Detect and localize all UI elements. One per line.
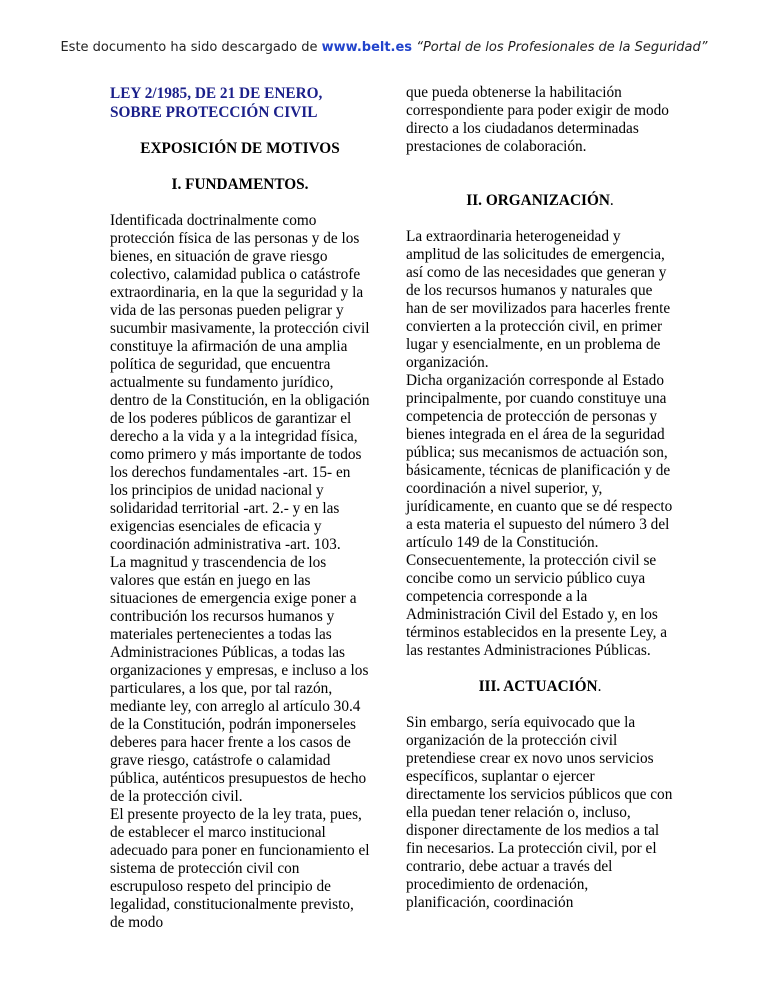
site-link[interactable]: www.belt.es xyxy=(321,40,413,55)
section-3-heading xyxy=(406,678,674,696)
section-3-heading-dot: . xyxy=(597,678,602,695)
section-1-heading: I. FUNDAMENTOS. xyxy=(171,176,309,193)
paragraph: El presente proyecto de la ley trata, pues, de establecer el marco institucional adecuado para poner en funcionamiento el sistema de protección civil con escrupuloso respeto del principio de legalidad, constitucionalmente previsto, de modo xyxy=(110,806,370,931)
paragraph: que pueda obtenerse la habilitación correspondiente para poder exigir de modo directo a los ciudadanos determinadas prestaciones de colaboración. xyxy=(406,84,669,155)
paragraph: La magnitud y trascendencia de los valores que están en juego en las situaciones de emergencia exige poner a contribución los recursos humanos y materiales pertenecientes a todas las Administraciones Públicas, a todas las organizaciones y empresas, e incluso a los particulares, a los que, por tal razón, mediante ley, con arreglo al artículo 30.4 de la Constitución, podrán imponerseles deberes para hacer frente a los casos de grave riesgo, catástrofe o calamidad pública, auténticos presupuestos de hecho de la protección civil. xyxy=(110,554,369,805)
section-2-heading-text: II. ORGANIZACIÓN xyxy=(466,192,610,209)
page-header xyxy=(0,40,768,55)
title-line-2: SOBRE PROTECCIÓN CIVIL xyxy=(110,104,318,121)
left-column xyxy=(110,84,370,932)
section-3-heading-text: III. ACTUACIÓN xyxy=(478,678,598,695)
section-2-heading-dot: . xyxy=(609,192,614,209)
exposicion-heading: EXPOSICIÓN DE MOTIVOS xyxy=(140,140,340,157)
title-line-1: LEY 2/1985, DE 21 DE ENERO, xyxy=(110,85,323,102)
document-title xyxy=(110,84,370,122)
header-tagline: “Portal de los Profesionales de la Seguridad” xyxy=(416,40,708,55)
section-2-heading xyxy=(406,192,674,210)
right-column xyxy=(406,84,674,912)
header-prefix: Este documento ha sido descargado de xyxy=(60,40,322,55)
paragraph: Identificada doctrinalmente como protección física de las personas y de los bienes, en situación de grave riesgo colectivo, calamidad publica o catástrofe extraordinaria, en la que la seguridad y la vida de las personas pueden peligrar y sucumbir masivamente, la protección civil constituye la afirmación de una amplia política de seguridad, que encuentra actualmente su fundamento jurídico, dentro de la Constitución, en la obligación de los poderes públicos de garantizar el derecho a la vida y a la integridad física, como primero y más importante de todos los derechos fundamentales -art. 15- en los principios de unidad nacional y solidaridad territorial -art. 2.- y en las exigencias esenciales de eficacia y coordinación administrativa -art. 103. xyxy=(110,212,370,553)
paragraph: Sin embargo, sería equivocado que la organización de la protección civil pretendiese crear ex novo unos servicios específicos, suplantar o ejercer directamente los servicios públicos que con ella puedan tener relación o, incluso, disponer directamente de los medios a tal fin necesarios. La protección civil, por el contrario, debe actuar a través del procedimiento de ordenación, planificación, coordinación xyxy=(406,714,673,911)
paragraph: La extraordinaria heterogeneidad y amplitud de las solicitudes de emergencia, así como de las necesidades que generan y de los recursos humanos y naturales que han de ser movilizados para hacerles frente convierten a la protección civil, en primer lugar y esencialmente, en un problema de organización. xyxy=(406,228,671,371)
paragraph: Dicha organización corresponde al Estado principalmente, por cuando constituye una competencia de protección de personas y bienes integrada en el área de la seguridad pública; sus mecanismos de actuación son, básicamente, técnicas de planificación y de coordinación a nivel superior, y, jurídicamente, en cuanto que se dé respecto a esta materia el supuesto del número 3 del artículo 149 de la Constitución. Consecuentemente, la protección civil se concibe como un servicio público cuya competencia corresponde a la Administración Civil del Estado y, en los términos establecidos en la presente Ley, a las restantes Administraciones Públicas. xyxy=(406,372,673,659)
